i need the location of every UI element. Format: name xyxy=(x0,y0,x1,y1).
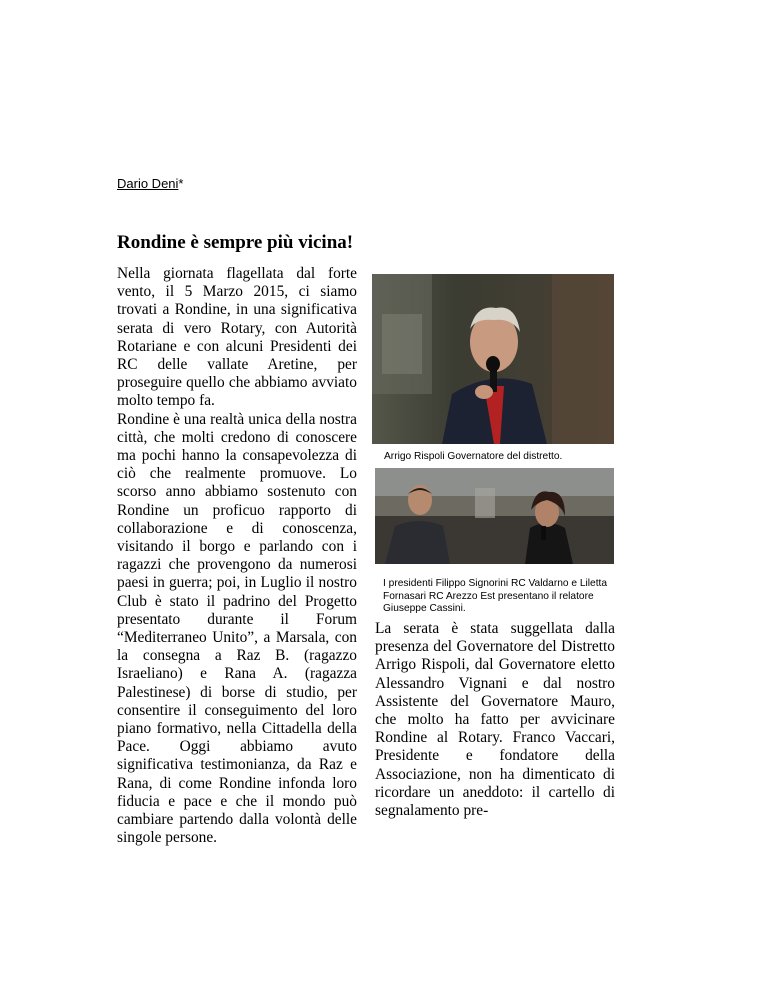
presidents-photo xyxy=(375,468,614,564)
article-title: Rondine è sempre più vicina! xyxy=(117,232,354,253)
right-column xyxy=(375,620,615,820)
speaker-photo-caption: Arrigo Rispoli Governatore del distretto. xyxy=(384,451,563,462)
author-marker: * xyxy=(178,176,184,191)
speaker-photo-image xyxy=(372,274,614,444)
body-paragraph: Rondine è una realtà unica della nostra città, che molti credono di conoscere ma pochi hanno la consapevolezza di ciò che realmente promuove. Lo scorso anno abbiamo sostenuto con Rondine un proficuo rapporto di collaborazione e di conoscenza, visitando il borgo e parlando con i ragazzi che provengono da numerosi paesi in guerra; poi, in Luglio il nostro Club è stato il padrino del Progetto presentato durante il Forum “Mediterraneo Unito”, a Marsala, con la consegna a Raz B. (ragazzo Israeliano) e Rana A. (ragazza Palestinese) di borse di studio, per consentire il conseguimento del loro piano formativo, nella Cittadella della Pace. Oggi abbiamo avuto significativa testimonianza, da Raz e Rana, di come Rondine infonda loro fiducia e pace e che il mondo può cambiare partendo dalla volontà delle singole persone. xyxy=(117,410,357,847)
intro-paragraph: Nella giornata flagellata dal forte vento, il 5 Marzo 2015, ci siamo trovati a Rondine, in una significativa serata di vero Rotary, con Autorità Rotariane e con alcuni Presidenti dei RC delle vallate Aretine, per proseguire quello che abbiamo avviato molto tempo fa. xyxy=(117,265,357,410)
right-paragraph: La serata è stata suggellata dalla presenza del Governatore del Distretto Arrigo Rispoli, dal Governatore eletto Alessandro Vignani e dal nostro Assistente del Governatore Mauro, che molto ha fatto per avvicinare Rondine al Rotary. Franco Vaccari, Presidente e fondatore della Associazione, non ha dimenticato di ricordare un aneddoto: il cartello di segnalamento pre- xyxy=(375,620,615,820)
author-line xyxy=(117,176,183,191)
author-name: Dario Deni xyxy=(117,176,179,191)
presidents-photo-image xyxy=(375,468,614,564)
left-column xyxy=(117,265,357,848)
speaker-photo xyxy=(372,274,614,444)
presidents-photo-caption: I presidenti Filippo Signorini RC Valdarno e Liletta Fornasari RC Arezzo Est presentano il relatore Giuseppe Cassini. xyxy=(383,578,608,614)
